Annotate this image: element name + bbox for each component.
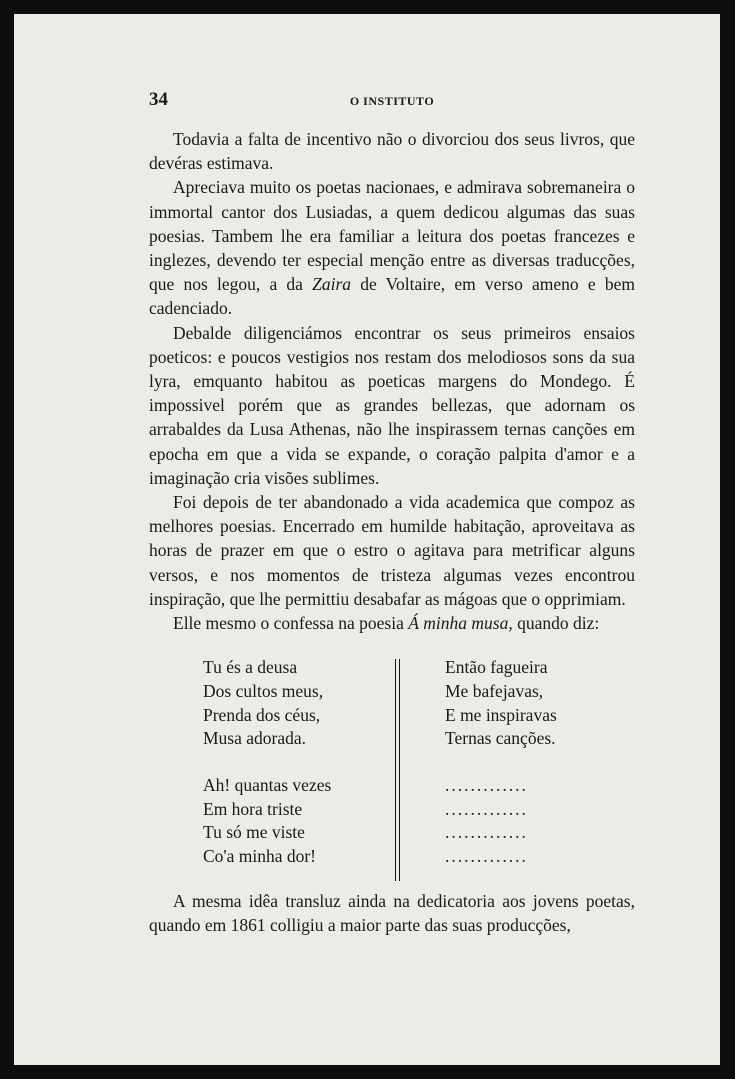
verse-line: Musa adorada. — [203, 728, 307, 749]
paragraph-2-text-b: de Voltaire, em verso ameno e bem cadenciado. — [149, 274, 635, 319]
final-paragraph: A mesma idêa transluz ainda na dedicatoria aos jovens poetas, quando em 1861 colligiu a maior parte das suas producções, — [149, 891, 635, 936]
verse-column-right — [445, 656, 645, 869]
poem-title: Á minha musa, — [408, 613, 513, 634]
elision-dots: ............. — [445, 798, 528, 819]
work-title-zaira: Zaira — [312, 274, 352, 295]
verse-divider — [395, 659, 400, 881]
page-number: 34 — [149, 89, 168, 110]
paragraph-4: Foi depois de ter abandonado a vida academica que compoz as melhores poesias. Encerrado em humilde habitação, aproveitava as horas de prazer em que o estro o agitava para metrificar alguns versos, e nos momentos de tristeza algumas vezes encontrou inspiração, que lhe permittiu desabafar as mágoas que o opprimiam. — [149, 492, 635, 609]
elision-dots: ............. — [445, 775, 528, 796]
verse-line: Tu só me viste — [203, 822, 305, 843]
running-title: O INSTITUTO — [349, 94, 435, 108]
page-header — [149, 89, 635, 113]
verse-line: E me inspiravas — [445, 704, 557, 725]
paragraph-5-text-a: Elle mesmo o confessa na poesia — [173, 613, 409, 634]
elision-dots: ............. — [445, 846, 528, 867]
verse-line: Dos cultos meus, — [203, 680, 324, 701]
elision-dots: ............. — [445, 822, 528, 843]
paragraph-1: Todavia a falta de incentivo não o divorciou dos seus livros, que devéras estimava. — [149, 129, 635, 174]
paragraph-2-text-a: Apreciava muito os poetas nacionaes, e admirava sobremaneira o immortal cantor dos Lusiadas, a quem dedicou algumas das suas poesias. Tambem lhe era familiar a leitura dos poetas francezes e inglezes, devendo ter especial menção entre as diversas traducções, que nos legou, a da — [149, 177, 635, 295]
paragraph-3: Debalde diligenciámos encontrar os seus primeiros ensaios poeticos: e poucos vestigios nos restam dos melodiosos sons da sua lyra, emquanto habitou as poeticas margens do Mondego. É impossivel porém que as grandes bellezas, que adornam os arrabaldes da Lusa Athenas, não lhe inspirassem ternas canções em epocha em que a vida se expande, o coração palpita d'amor e a imaginação cria visões sublimes. — [149, 322, 635, 488]
verse-line: Tu és a deusa — [203, 657, 298, 678]
paragraph-5 — [149, 611, 635, 635]
verse-line: Então fagueira — [445, 657, 548, 678]
verse-line: Ternas canções. — [445, 728, 556, 749]
verse-block — [149, 656, 635, 889]
paragraph-5-text-b: quando diz: — [512, 613, 600, 634]
verse-line: Co'a minha dor! — [203, 846, 316, 867]
body-text — [149, 127, 635, 938]
verse-column-left — [203, 656, 403, 869]
verse-line: Me bafejavas, — [445, 680, 544, 701]
document-page — [14, 14, 720, 1065]
verse-line: Em hora triste — [203, 798, 303, 819]
paragraph-2 — [149, 175, 635, 320]
verse-line: Prenda dos céus, — [203, 704, 321, 725]
verse-line: Ah! quantas vezes — [203, 775, 332, 796]
